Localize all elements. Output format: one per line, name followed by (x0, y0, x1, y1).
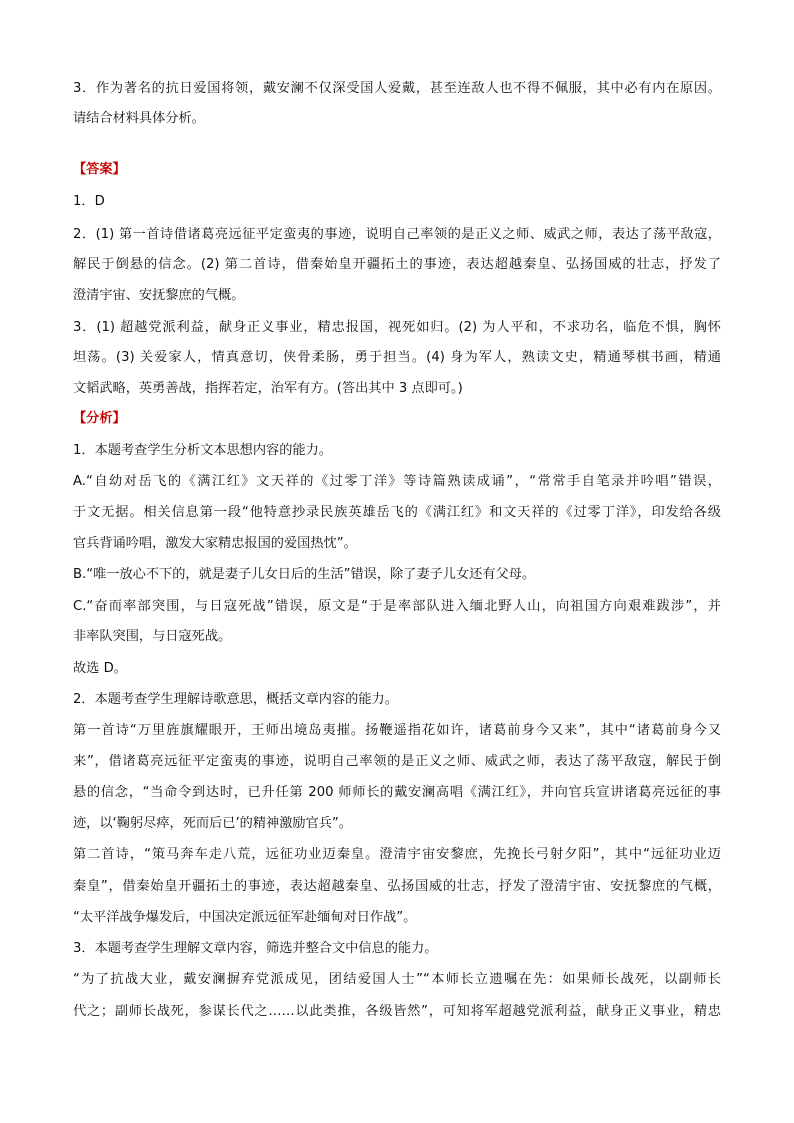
analysis-line: “为了抗战大业，戴安澜摒弃党派成见，团结爱国人士”“本师长立遗嘱在先：如果师长战死，以副师长 (73, 972, 721, 987)
analysis-line: 非率队突围，与日寇死战。 (73, 629, 232, 644)
analysis-line: “太平洋战争爆发后，中国决定派远征军赴缅甸对日作战”。 (73, 910, 417, 925)
answer-line: 2．(1) 第一首诗借诸葛亮远征平定蛮夷的事迹，说明自己率领的是正义之师、威武之师，表达了荡平敌寇， (73, 227, 721, 242)
answer-heading: 【答案】 (73, 162, 126, 177)
answer-line: 坦荡。(3) 关爱家人，情真意切，侠骨柔肠，勇于担当。(4) 身为军人，熟读文史，精通琴棋书画，精通 (73, 350, 721, 365)
answer-line: 1．D (73, 194, 105, 209)
analysis-line: 来”，借诸葛亮远征平定蛮夷的事迹，说明自己率领的是正义之师、威武之师，表达了荡平敌寇，解民于倒 (73, 754, 721, 769)
question3-line-2: 请结合材料具体分析。 (73, 111, 205, 126)
analysis-line: 代之；副师长战死，参谋长代之……以此类推，各级皆然”，可知将军超越党派利益，献身正义事业，精忠 (73, 1004, 721, 1019)
analysis-heading: 【分析】 (73, 411, 126, 426)
analysis-line: 故选 D。 (73, 661, 127, 676)
analysis-line: A.“自幼对岳飞的《满江红》文天祥的《过零丁洋》等诗篇熟读成诵”，“常常手自笔录并吟唱”错误， (73, 474, 721, 489)
analysis-line: 第一首诗“万里旌旗耀眼开，王师出境岛夷摧。扬鞭遥指花如许，诸葛前身今又来”，其中“诸葛前身今又 (73, 723, 721, 738)
answer-line: 解民于倒悬的信念。(2) 第二首诗，借秦始皇开疆拓土的事迹，表达超越秦皇、弘扬国威的壮志，抒发了 (73, 257, 721, 272)
answer-line: 澄清宇宙、安抚黎庶的气概。 (73, 288, 245, 303)
analysis-line: 3．本题考查学生理解文章内容，筛选并整合文中信息的能力。 (73, 941, 438, 956)
analysis-line: 迹，以‘鞠躬尽瘁，死而后已’的精神激励官兵”。 (73, 816, 352, 831)
analysis-line: 于文无据。相关信息第一段“他特意抄录民族英雄岳飞的《满江红》和文天祥的《过零丁洋》，印发给各级 (73, 505, 721, 520)
analysis-line: 秦皇”，借秦始皇开疆拓土的事迹，表达超越秦皇、弘扬国威的壮志，抒发了澄清宇宙、安抚黎庶的气概， (73, 879, 721, 894)
analysis-line: 1．本题考查学生分析文本思想内容的能力。 (73, 443, 332, 458)
analysis-line: C.“奋而率部突围，与日寇死战”错误，原文是“于是率部队进入缅北野人山，向祖国方向艰难跋涉”，并 (73, 599, 721, 614)
analysis-line: 2．本题考查学生理解诗歌意思，概括文章内容的能力。 (73, 692, 398, 707)
answer-line: 3．(1) 超越党派利益，献身正义事业，精忠报国，视死如归。(2) 为人平和，不求功名，临危不惧，胸怀 (73, 320, 721, 335)
analysis-line: B.“唯一放心不下的，就是妻子儿女日后的生活”错误，除了妻子儿女还有父母。 (73, 567, 536, 582)
analysis-line: 第二首诗，“策马奔车走八荒，远征功业迈秦皇。澄清宇宙安黎庶，先挽长弓射夕阳”，其中“远征功业迈 (73, 847, 721, 862)
question3-line-1: 3．作为著名的抗日爱国将领，戴安澜不仅深受国人爱戴，甚至连敌人也不得不佩服，其中必有内在原因。 (73, 81, 721, 96)
analysis-line: 官兵背诵吟唱，激发大家精忠报国的爱国热忱”。 (73, 536, 357, 551)
analysis-line: 悬的信念，“当命令到达时，已升任第 200 师师长的戴安澜高唱《满江红》，并向官兵宣讲诸葛亮远征的事 (73, 785, 721, 800)
answer-line: 文韬武略，英勇善战，指挥若定，治军有方。(答出其中 3 点即可。) (73, 381, 463, 396)
